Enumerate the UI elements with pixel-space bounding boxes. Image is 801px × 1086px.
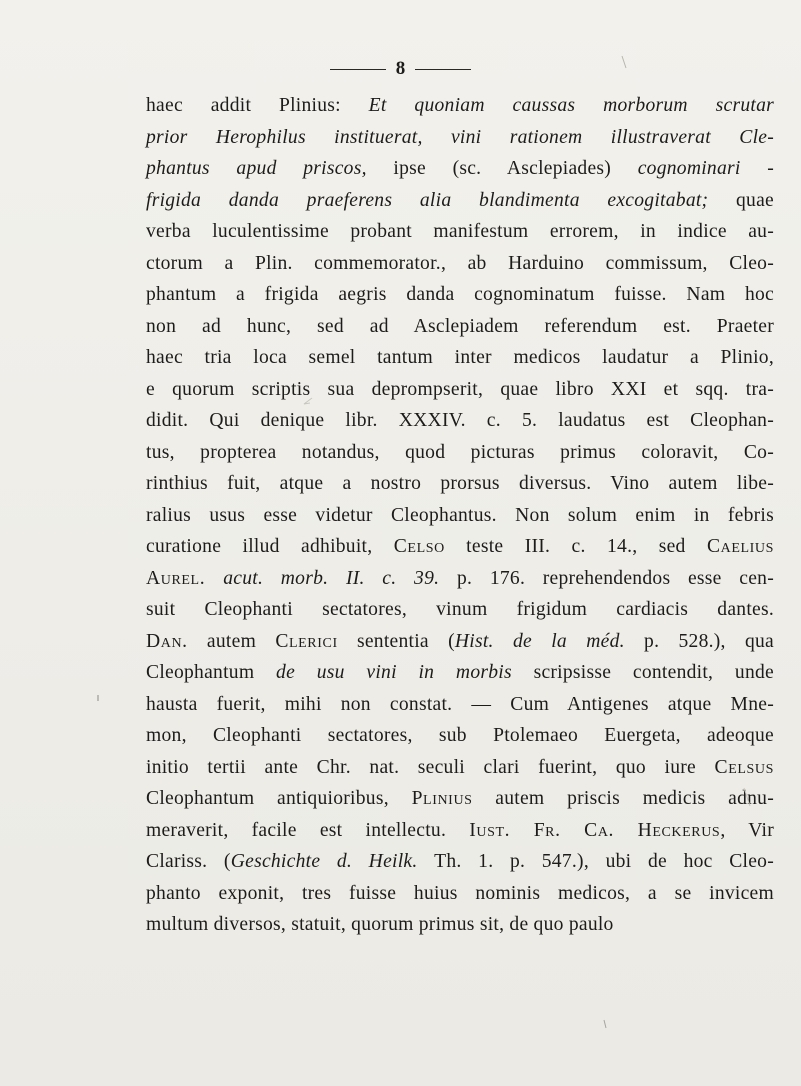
roman-text: sententia ( [337, 630, 455, 652]
small-caps-name: Clerici [275, 630, 338, 652]
text-line [146, 405, 774, 437]
italic-text: acut. morb. II. c. 39. [223, 567, 457, 589]
text-line [146, 216, 774, 248]
roman-text: initio tertii ante Chr. nat. seculi clari fuerint, quo iure [146, 756, 715, 778]
roman-text: haec tria loca semel tantum inter medicos laudatur a Plinio, [146, 347, 774, 368]
italic-text: Hist. de la méd. [454, 630, 645, 652]
italic-text: Geschichte d. Heilk. [230, 851, 435, 872]
italic-text: phantus apud priscos, [146, 158, 394, 179]
roman-text: didit. Qui denique libr. XXXIV. c. 5. laudatus est Cleophan- [146, 410, 774, 431]
text-line [146, 437, 774, 469]
roman-text: Clariss. ( [146, 851, 231, 872]
italic-text: frigida danda praeferens alia blandimenta excogitabat; [146, 189, 736, 211]
text-line [146, 248, 774, 280]
page-number: 8 [395, 58, 406, 79]
roman-text: e quorum scriptis sua deprompserit, quae libro XXI et sqq. tra- [146, 378, 774, 400]
text-line [146, 563, 774, 595]
text-line [146, 468, 774, 500]
italic-text: cognominari - [637, 158, 774, 179]
roman-text: phanto exponit, tres fuisse huius nominis medicos, a se invicem [146, 882, 774, 904]
text-line [146, 626, 774, 658]
text-line [146, 720, 774, 752]
roman-text: Cleophantum [146, 662, 277, 683]
text-line [146, 878, 774, 910]
header-rule-right [415, 69, 471, 70]
roman-text: p. 176. reprehendendos esse cen- [456, 567, 774, 589]
roman-text: mon, Cleophanti sectatores, sub Ptolemaeo Euergeta, adeoque [146, 725, 774, 746]
roman-text: autem [187, 630, 276, 652]
roman-text: verba luculentissime probant manifestum errorem, in indice au- [146, 221, 774, 242]
roman-text: p. 528.), qua [644, 630, 775, 652]
text-line [146, 657, 774, 689]
text-line [146, 689, 774, 721]
roman-text: suit Cleophanti sectatores, vinum frigidum cardiacis dantes. [146, 599, 774, 620]
roman-text: quae [736, 189, 774, 211]
roman-text: teste III. c. 14., sed [444, 536, 707, 557]
header-rule-left [330, 69, 386, 70]
small-caps-name: Iust. Fr. Ca. Heckerus [469, 819, 721, 841]
small-caps-name: Plinius [411, 788, 473, 809]
roman-text: meraverit, facile est intellectu. [146, 819, 470, 841]
text-line [146, 374, 774, 406]
roman-text: scripsisse contendit, unde [533, 662, 774, 683]
roman-text: autem priscis medicis adnu- [472, 788, 774, 809]
roman-text: ralius usus esse videtur Cleophantus. Non solum enim in febris [146, 504, 774, 526]
body-text [146, 90, 774, 941]
roman-text: Th. 1. p. 547.), ubi de hoc Cleo- [434, 851, 775, 872]
text-line [146, 531, 774, 563]
roman-text: tus, propterea notandus, quod picturas primus coloravit, Co- [146, 441, 774, 463]
text-line [146, 90, 774, 122]
text-line [146, 122, 774, 154]
text-line [146, 279, 774, 311]
text-line [146, 185, 774, 217]
text-line [146, 342, 774, 374]
text-line [146, 846, 774, 878]
roman-text: rinthius fuit, atque a nostro prorsus diversus. Vino autem libe- [146, 473, 774, 494]
text-line [146, 752, 774, 784]
roman-text: hausta fuerit, mihi non constat. — Cum Antigenes atque Mne- [146, 693, 774, 715]
text-line [146, 783, 774, 815]
italic-text: de usu vini in morbis [276, 662, 534, 683]
italic-text: prior Herophilus instituerat, vini rationem illustraverat Cle- [146, 126, 774, 148]
small-caps-name: Celso [393, 536, 445, 557]
roman-text: phantum a frigida aegris danda cognominatum fuisse. Nam hoc [146, 284, 774, 305]
page-header [0, 58, 801, 80]
roman-text: ctorum a Plin. commemorator., ab Harduino commissum, Cleo- [146, 252, 774, 274]
text-line [146, 500, 774, 532]
text-line [146, 909, 774, 941]
roman-text: multum diversos, statuit, quorum primus sit, de quo paulo [146, 914, 614, 935]
italic-text: Et quoniam caussas morborum scrutar [368, 95, 774, 116]
roman-text: , Vir [720, 819, 774, 841]
text-line [146, 311, 774, 343]
small-caps-name: Celsus [714, 756, 774, 778]
small-caps-name: Dan. [146, 630, 188, 652]
roman-text: ipse (sc. Asclepiades) [393, 158, 638, 179]
text-line [146, 594, 774, 626]
text-line [146, 815, 774, 847]
text-line [146, 153, 774, 185]
roman-text: curatione illud adhibuit, [146, 536, 394, 557]
roman-text: haec addit Plinius: [146, 95, 369, 116]
small-caps-name: Aurel. [146, 567, 224, 589]
small-caps-name: Caelius [706, 536, 774, 557]
roman-text: non ad hunc, sed ad Asclepiadem referendum est. Praeter [146, 315, 774, 337]
roman-text: Cleophantum antiquioribus, [146, 788, 412, 809]
